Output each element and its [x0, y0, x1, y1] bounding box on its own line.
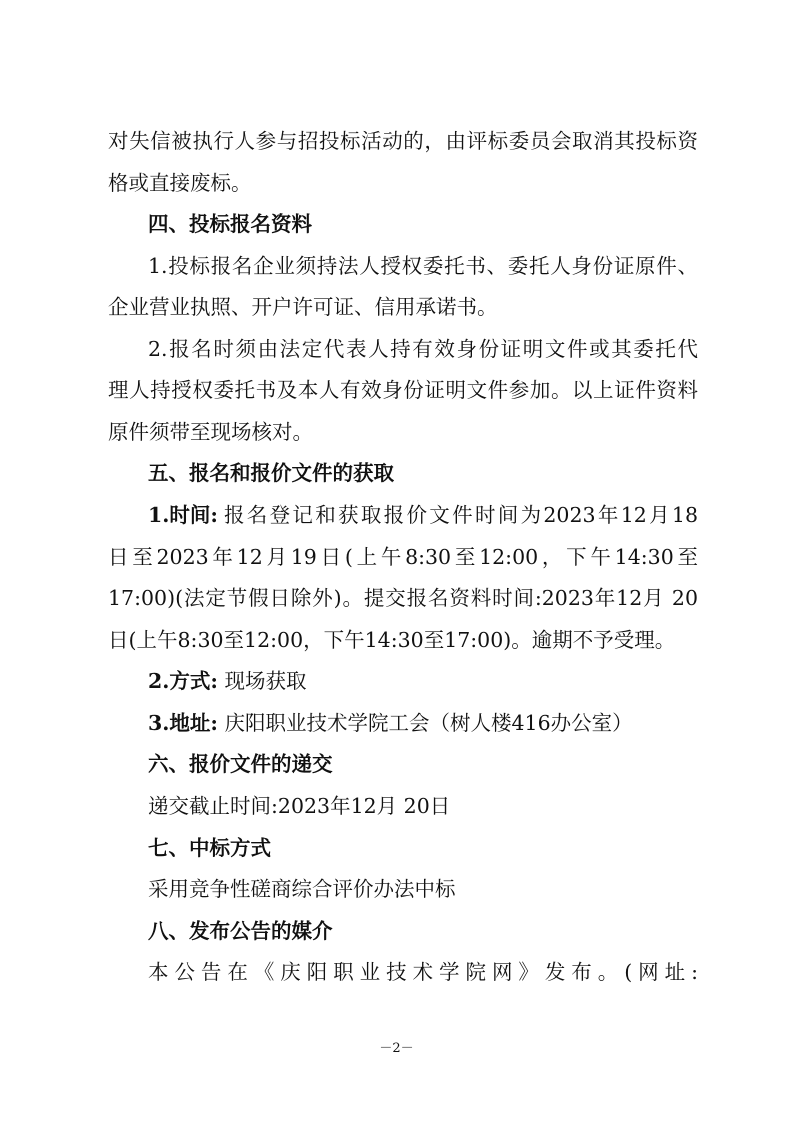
paragraph-text: 2.报名时须由法定代表人持有效身份证明文件或其委托代 [148, 337, 698, 361]
section-heading: 七、中标方式 [148, 836, 271, 860]
page-number: －2－ [379, 1041, 414, 1056]
time-label: 1.时间: [148, 503, 218, 527]
paragraph-text: 1.投标报名企业须持法人授权委托书、委托人身份证原件、 [148, 254, 698, 278]
paragraph-text: 本公告在《庆阳职业技术学院网》发布。(网址: [148, 960, 698, 984]
paragraph-text: 理人持授权委托书及本人有效身份证明文件参加。以上证件资料 [108, 378, 698, 402]
paragraph-text: 企业营业执照、开户许可证、信用承诺书。 [108, 295, 498, 319]
paragraph-text: 格或直接废标。 [108, 171, 252, 195]
paragraph-text: 对失信被执行人参与招投标活动的，由评标委员会取消其投标资 [108, 129, 698, 153]
address-paragraph [148, 709, 698, 737]
paragraph-text: 现场获取 [224, 669, 307, 693]
paragraph-text: 庆阳职业技术学院工会（树人楼416办公室） [224, 711, 633, 735]
paragraph-text: 日(上午8:30至12:00，下午14:30至17:00)。逾期不予受理。 [108, 628, 676, 652]
paragraph-text: 报名登记和获取报价文件时间为2023年12月18 [223, 503, 698, 527]
paragraph-text: 17:00)(法定节假日除外)。提交报名资料时间:2023年12月 20 [108, 586, 698, 610]
paragraph-text: 递交截止时间:2023年12月 20日 [148, 794, 451, 818]
method-label: 2.方式: [148, 669, 218, 693]
section-heading: 八、发布公告的媒介 [148, 919, 333, 943]
section-heading: 四、投标报名资料 [148, 212, 312, 236]
time-paragraph [148, 501, 698, 529]
paragraph-text: 原件须带至现场核对。 [108, 420, 313, 444]
method-paragraph [148, 667, 698, 695]
paragraph-text: 日至2023年12月19日(上午8:30至12:00，下午14:30至 [108, 545, 698, 569]
section-heading: 五、报名和报价文件的获取 [148, 461, 394, 485]
section-heading: 六、报价文件的递交 [148, 752, 333, 776]
address-label: 3.地址: [148, 711, 218, 735]
paragraph-text: 采用竞争性磋商综合评价办法中标 [148, 877, 456, 901]
